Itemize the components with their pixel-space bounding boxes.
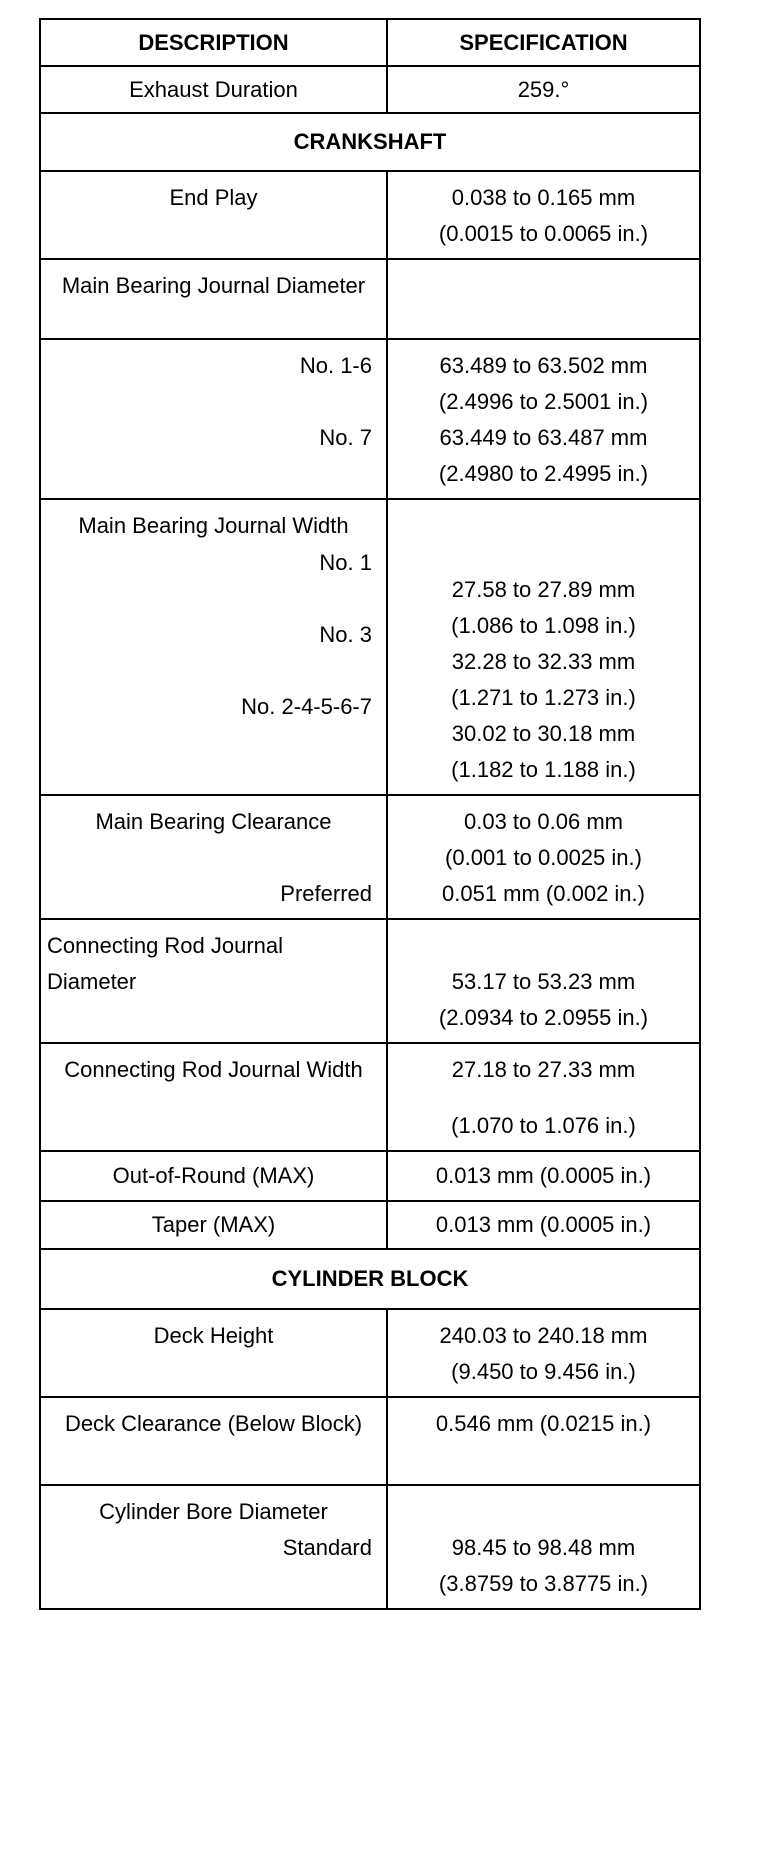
rod-width-label-cell [40,1043,387,1151]
spec-table-grid [39,18,701,1610]
main-journal-width-label: Main Bearing Journal Width [78,513,349,538]
main-journal-width-label-cell [40,499,387,795]
rod-width-in: (1.070 to 1.076 in.) [451,1113,636,1138]
main-clearance-mm: 0.03 to 0.06 mm [464,809,623,834]
main-journal-width-no2-label: No. 2-4-5-6-7 [241,694,372,719]
table-row [40,1151,700,1201]
table-row [40,795,700,919]
main-journal-no7-in: (2.4980 to 2.4995 in.) [438,461,649,486]
table-row [40,171,700,259]
spacer [41,384,386,420]
main-journal-width-no1-in: (1.086 to 1.098 in.) [451,613,636,638]
main-clearance-label-cell [40,795,387,919]
section-crankshaft: CRANKSHAFT [40,113,700,171]
rod-width-label: Connecting Rod Journal Width [64,1057,363,1082]
rod-width-values-cell [387,1043,700,1151]
specification-table [39,18,699,1610]
main-journal-dia-label: Main Bearing Journal Diameter [61,273,366,298]
spacer [388,1088,699,1108]
main-journal-dia-label-cell [40,259,387,339]
main-journal-width-values-cell [387,499,700,795]
spacer [41,1566,386,1602]
exhaust-duration-label: Exhaust Duration [40,66,387,113]
table-row [40,1309,700,1397]
rod-dia-label-1: Connecting Rod Journal [47,933,284,958]
main-clearance-preferred-value: 0.051 mm (0.002 in.) [442,881,645,906]
deck-clearance-value-cell [387,1397,700,1485]
main-clearance-values-cell [387,795,700,919]
bore-standard-in: (3.8759 to 3.8775 in.) [438,1571,649,1596]
rod-dia-label-2: Diameter [47,969,137,994]
out-of-round-value: 0.013 mm (0.0005 in.) [387,1151,700,1201]
main-journal-width-no1-mm: 27.58 to 27.89 mm [451,577,636,602]
rod-dia-in: (2.0934 to 2.0955 in.) [438,1005,649,1030]
main-journal-no7-mm: 63.449 to 63.487 mm [439,425,648,450]
table-row [40,1201,700,1249]
deck-height-mm: 240.03 to 240.18 mm [439,1323,648,1348]
end-play-label-cell [40,171,387,259]
main-journal-dia-sub-cell [40,339,387,499]
main-clearance-in: (0.001 to 0.0025 in.) [445,845,642,870]
end-play-value-cell [387,171,700,259]
exhaust-duration-value: 259.° [387,66,700,113]
table-row [40,259,700,339]
rod-dia-mm: 53.17 to 53.23 mm [451,969,636,994]
section-cylinder-block: CYLINDER BLOCK [40,1249,700,1309]
rod-dia-values-cell [387,919,700,1043]
header-specification: SPECIFICATION [387,19,700,66]
spacer [388,1494,699,1530]
deck-clearance-value: 0.546 mm (0.0215 in.) [435,1411,652,1436]
main-journal-width-no3-mm: 32.28 to 32.33 mm [451,649,636,674]
table-row [40,1043,700,1151]
bore-label: Cylinder Bore Diameter [99,1499,328,1524]
bore-standard-label: Standard [282,1535,372,1560]
main-journal-no16-label: No. 1-6 [299,353,372,378]
spacer [41,725,386,761]
bore-standard-mm: 98.45 to 98.48 mm [451,1535,636,1560]
spacer [388,928,699,964]
spacer [41,1000,386,1036]
taper-value: 0.013 mm (0.0005 in.) [387,1201,700,1249]
deck-height-label: Deck Height [153,1323,274,1348]
deck-height-label-cell [40,1309,387,1397]
deck-height-values-cell [387,1309,700,1397]
deck-clearance-label-cell [40,1397,387,1485]
spacer [41,840,386,876]
taper-label: Taper (MAX) [40,1201,387,1249]
main-journal-dia-empty-cell [387,259,700,339]
spacer [41,653,386,689]
main-journal-no16-mm: 63.489 to 63.502 mm [439,353,648,378]
section-row [40,1249,700,1309]
deck-clearance-label: Deck Clearance (Below Block) [64,1411,363,1436]
section-row [40,113,700,171]
table-row [40,919,700,1043]
rod-dia-label-cell [40,919,387,1043]
main-journal-width-no2-in: (1.182 to 1.188 in.) [451,757,636,782]
main-journal-no7-label: No. 7 [319,425,372,450]
main-journal-dia-values-cell [387,339,700,499]
bore-label-cell [40,1485,387,1609]
spacer [41,456,386,492]
spacer [41,581,386,617]
table-row [40,66,700,113]
main-journal-no16-in: (2.4996 to 2.5001 in.) [438,389,649,414]
table-row [40,1397,700,1485]
end-play-value-in: (0.0015 to 0.0065 in.) [438,221,649,246]
table-row [40,499,700,795]
main-journal-width-no3-in: (1.271 to 1.273 in.) [451,685,636,710]
table-row [40,1485,700,1609]
out-of-round-label: Out-of-Round (MAX) [40,1151,387,1201]
header-description: DESCRIPTION [40,19,387,66]
header-row [40,19,700,66]
main-journal-width-no2-mm: 30.02 to 30.18 mm [451,721,636,746]
rod-width-mm: 27.18 to 27.33 mm [451,1057,636,1082]
end-play-value-mm: 0.038 to 0.165 mm [451,185,636,210]
bore-values-cell [387,1485,700,1609]
main-journal-width-no1-label: No. 1 [319,550,372,575]
deck-height-in: (9.450 to 9.456 in.) [451,1359,636,1384]
main-journal-width-no3-label: No. 3 [319,622,372,647]
main-clearance-label: Main Bearing Clearance [95,809,332,834]
main-clearance-preferred-label: Preferred [280,881,372,906]
table-row [40,339,700,499]
end-play-label: End Play [169,185,258,210]
